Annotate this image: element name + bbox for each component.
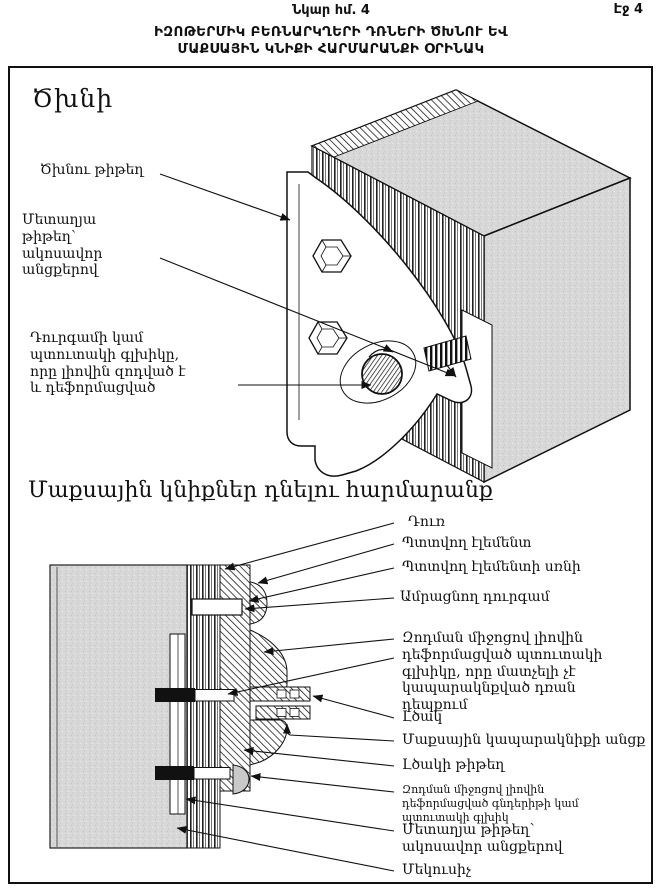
callout-hinge-plate — [160, 174, 290, 220]
hinge-section-heading: Ծխնի — [32, 84, 114, 113]
label-lever-plate: Լծակի թիթեղ — [402, 757, 505, 773]
lever — [250, 687, 310, 719]
door-cross-section — [50, 565, 187, 848]
callout-rotating-element — [258, 544, 394, 583]
slotted-plate-channel — [170, 634, 185, 814]
label-hinge-plate: Ծխնու թիթեղ — [40, 162, 144, 178]
label-door: Դուռ — [408, 514, 445, 530]
label-insulator: Մեկուսիչ — [402, 862, 472, 878]
label-axle: Պտտվող էլեմենտի սռնի — [402, 559, 581, 575]
callout-welded-head-small — [251, 776, 394, 792]
label-metal-plate-bottom: Մետաղյա թիթեղ՝ ակոսավոր անցքերով — [402, 822, 563, 855]
rotating-element-bump-upper — [250, 630, 287, 689]
callout-seal-hole — [287, 724, 394, 741]
rivet-bolt-2-shaft — [155, 766, 194, 780]
title-line-2: ՄԱՔՍԱՅԻՆ ԿՆԻՔԻ ՀԱՐՄԱՐԱՆՔԻ ՕՐԻՆԱԿ — [177, 40, 485, 57]
callout-insulator — [177, 828, 394, 871]
figure-frame — [8, 66, 653, 884]
element-axle-bolt — [192, 599, 242, 615]
deformed-rivet-head — [362, 354, 402, 394]
figure-caption: Նկար հմ. 4 — [292, 3, 370, 18]
label-seal-hole: Մաքսային կապարակնիքի անցք — [402, 732, 646, 748]
label-welded-bolt-head: Զոդման միջոցով լիովին դեֆորմացված պտուտակի գլխիկը, որը մատչելի չէ կապարակնքված դռան դեպքում — [402, 630, 603, 714]
title-line-1: ԻԶՈԹԵՐՄԻԿ ԲԵՌՆԱՐԿՂԵՐԻ ԴՌՆԵՐԻ ԾԽՆՈՒ ԵՎ — [154, 24, 508, 40]
page-number: Էջ 4 — [613, 2, 643, 17]
label-lever: Լծակ — [402, 709, 443, 725]
callout-axle — [249, 568, 394, 601]
label-fastening-rivet: Ամրացնող դուրգամ — [400, 589, 550, 605]
callout-lever — [313, 696, 394, 718]
lever-top-slot-2 — [290, 690, 299, 698]
lever-bottom-slot-1 — [277, 709, 286, 717]
seal-diagram — [50, 523, 394, 871]
lever-top-slot-1 — [277, 690, 286, 698]
document-title — [0, 24, 662, 58]
label-rotating-element: Պտտվող էլեմենտ — [402, 535, 532, 551]
diagram-canvas — [10, 68, 651, 882]
rivet-bolt-1-head — [195, 690, 234, 702]
hinge-diagram — [160, 90, 630, 482]
rivet-bolt-1-shaft — [155, 688, 195, 702]
rivet-bolt-2-head — [194, 768, 230, 780]
label-rivet-head-top: Դուրգամի կամ պտուտակի գլխիկը, որը լիովին զոդված է և դեֆորմացված — [30, 330, 186, 397]
seal-section-heading: Մաքսային կնիքներ դնելու հարմարանք — [28, 478, 493, 503]
callout-welded-bolt-a — [264, 639, 394, 652]
label-metal-plate-top: Մետաղյա թիթեղ՝ ակոսավոր անցքերով — [22, 212, 103, 279]
rotating-element-bump-top — [250, 582, 267, 624]
rotating-element-bump-lower — [250, 720, 287, 765]
lever-bottom-slot-2 — [290, 709, 299, 717]
label-welded-head-small: Զոդման միջոցով լիովին դեֆորմացված գնդերիթի կամ պտուտակի գլխիկ — [402, 783, 579, 824]
callout-door — [225, 523, 394, 569]
